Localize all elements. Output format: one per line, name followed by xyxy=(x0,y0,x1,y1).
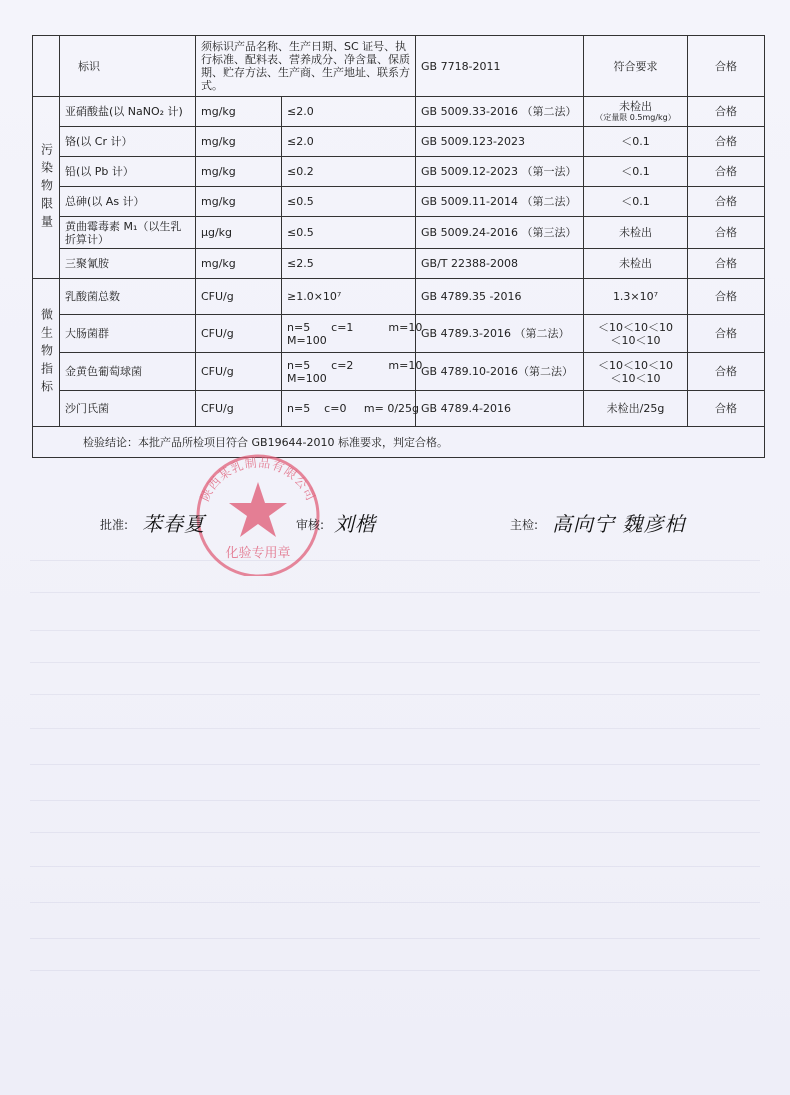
inspection-table xyxy=(32,35,765,458)
unit-cell: CFU/g xyxy=(196,315,282,353)
judgment-cell: 合格 xyxy=(688,187,765,217)
limit-cell: ≤2.0 xyxy=(282,127,416,157)
judgment-cell: 合格 xyxy=(688,353,765,391)
result-cell: ＜10＜10＜10 ＜10＜10 xyxy=(584,353,688,391)
category-contaminants: 污染物限量 xyxy=(33,97,60,279)
result-cell: 1.3×10⁷ xyxy=(584,279,688,315)
limit-cell: n=5 c=1 m=10 M=100 xyxy=(282,315,416,353)
unit-cell: mg/kg xyxy=(196,127,282,157)
result-note: （定量限 0.5mg/kg） xyxy=(595,113,676,122)
result-cell: 未检出 xyxy=(584,249,688,279)
signature-row xyxy=(0,508,790,538)
item-cell: 乳酸菌总数 xyxy=(60,279,196,315)
judgment-cell: 合格 xyxy=(688,36,765,97)
limit-cell: n=5 c=0 m= 0/25g xyxy=(282,391,416,427)
svg-text:陕西某乳制品有限公司: 陕西某乳制品有限公司 xyxy=(197,455,319,504)
limit-cell: ≤0.5 xyxy=(282,217,416,249)
blank-cell xyxy=(33,36,60,97)
limit-cell: ≥1.0×10⁷ xyxy=(282,279,416,315)
item-cell: 铬(以 Cr 计） xyxy=(60,127,196,157)
item-cell: 三聚氰胺 xyxy=(60,249,196,279)
result-cell: 符合要求 xyxy=(584,36,688,97)
result-cell: ＜0.1 xyxy=(584,127,688,157)
table-row xyxy=(33,97,765,127)
result-cell: ＜0.1 xyxy=(584,157,688,187)
judgment-cell: 合格 xyxy=(688,391,765,427)
judgment-cell: 合格 xyxy=(688,97,765,127)
result-cell: 未检出/25g xyxy=(584,391,688,427)
judgment-cell: 合格 xyxy=(688,217,765,249)
unit-cell: mg/kg xyxy=(196,97,282,127)
method-cell: GB 4789.3-2016 （第二法） xyxy=(416,315,584,353)
judgment-cell: 合格 xyxy=(688,279,765,315)
table-row xyxy=(33,217,765,249)
item-cell: 沙门氏菌 xyxy=(60,391,196,427)
method-cell: GB 5009.12-2023 （第一法） xyxy=(416,157,584,187)
method-cell: GB 4789.10-2016（第二法） xyxy=(416,353,584,391)
review-label: 审核: xyxy=(296,518,325,532)
judgment-cell: 合格 xyxy=(688,127,765,157)
judgment-cell: 合格 xyxy=(688,315,765,353)
requirement-cell: 须标识产品名称、生产日期、SC 证号、执行标准、配料表、营养成分、净含量、保质期、贮存方法、生产商、生产地址、联系方式。 xyxy=(196,36,416,97)
item-cell: 总砷(以 As 计） xyxy=(60,187,196,217)
limit-cell: ≤0.2 xyxy=(282,157,416,187)
table-row xyxy=(33,157,765,187)
method-cell: GB 5009.24-2016 （第三法） xyxy=(416,217,584,249)
approve-label: 批准: xyxy=(100,518,129,532)
unit-cell: CFU/g xyxy=(196,279,282,315)
unit-cell: mg/kg xyxy=(196,157,282,187)
item-cell: 大肠菌群 xyxy=(60,315,196,353)
limit-cell: ≤2.5 xyxy=(282,249,416,279)
item-cell: 金黄色葡萄球菌 xyxy=(60,353,196,391)
item-cell: 标识 xyxy=(60,36,196,97)
unit-cell: mg/kg xyxy=(196,187,282,217)
judgment-cell: 合格 xyxy=(688,157,765,187)
inspect-signature: 高向宁 魏彦柏 xyxy=(552,512,686,536)
unit-cell: CFU/g xyxy=(196,353,282,391)
table-row xyxy=(33,36,765,97)
item-cell: 黄曲霉毒素 M₁（以生乳折算计） xyxy=(60,217,196,249)
result-value: 未检出 xyxy=(619,100,652,113)
result-cell xyxy=(584,97,688,127)
table-row xyxy=(33,127,765,157)
table-row xyxy=(33,279,765,315)
unit-cell: μg/kg xyxy=(196,217,282,249)
svg-text:化验专用章: 化验专用章 xyxy=(225,546,291,561)
method-cell: GB 5009.123-2023 xyxy=(416,127,584,157)
table-row xyxy=(33,391,765,427)
table-row xyxy=(33,353,765,391)
method-cell: GB 5009.33-2016 （第二法） xyxy=(416,97,584,127)
review-signature: 刘楷 xyxy=(334,512,376,536)
limit-cell: ≤2.0 xyxy=(282,97,416,127)
item-cell: 铅(以 Pb 计） xyxy=(60,157,196,187)
table-row xyxy=(33,315,765,353)
result-cell: ＜10＜10＜10 ＜10＜10 xyxy=(584,315,688,353)
category-microbial: 微生物指标 xyxy=(33,279,60,427)
method-cell: GB 5009.11-2014 （第二法） xyxy=(416,187,584,217)
inspect-label: 主检: xyxy=(510,518,539,532)
method-cell: GB 4789.4-2016 xyxy=(416,391,584,427)
table-row xyxy=(33,249,765,279)
method-cell: GB/T 22388-2008 xyxy=(416,249,584,279)
conclusion-text: 检验结论：本批产品所检项目符合 GB19644-2010 标准要求，判定合格。 xyxy=(33,427,765,458)
result-cell: ＜0.1 xyxy=(584,187,688,217)
table-row xyxy=(33,187,765,217)
result-cell: 未检出 xyxy=(584,217,688,249)
limit-cell: n=5 c=2 m=10 M=100 xyxy=(282,353,416,391)
method-cell: GB 7718-2011 xyxy=(416,36,584,97)
approve-signature: 苯春夏 xyxy=(142,512,205,536)
table-row xyxy=(33,427,765,458)
method-cell: GB 4789.35 -2016 xyxy=(416,279,584,315)
unit-cell: mg/kg xyxy=(196,249,282,279)
limit-cell: ≤0.5 xyxy=(282,187,416,217)
unit-cell: CFU/g xyxy=(196,391,282,427)
item-cell: 亚硝酸盐(以 NaNO₂ 计) xyxy=(60,97,196,127)
judgment-cell: 合格 xyxy=(688,249,765,279)
